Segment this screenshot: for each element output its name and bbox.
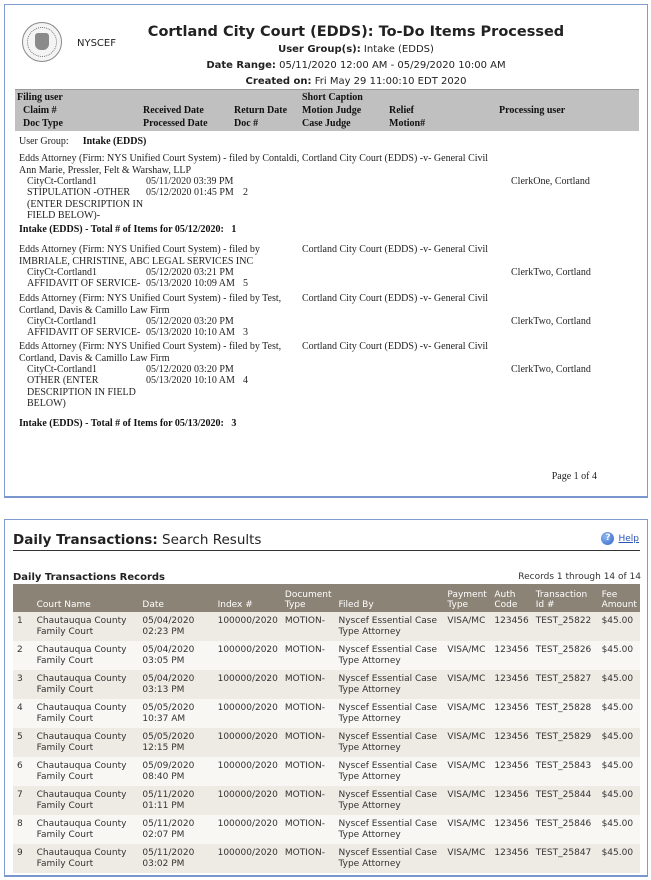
cell-date: 05/09/2020 08:40 PM [138,757,213,786]
transactions-table [13,584,640,873]
cell-payment-type: VISA/MC [443,670,490,699]
help-icon[interactable]: ? [601,532,614,545]
cell-payment-type: VISA/MC [443,728,490,757]
col-doc-type: Doc Type [23,118,63,129]
entry-processed: 05/13/2020 10:10 AM [146,375,235,386]
entry-received: 05/12/2020 03:20 PM [146,364,234,375]
cell-payment-type: VISA/MC [443,757,490,786]
help-link-group[interactable] [601,532,639,545]
cell-row-number: 6 [13,757,33,786]
cell-auth-code: 123456 [490,612,531,641]
cell-row-number: 5 [13,728,33,757]
cell-fee-amount: $45.00 [598,786,640,815]
entry-processing-user: ClerkTwo, Cortland [511,316,591,327]
table-row[interactable] [13,757,640,786]
cell-date: 05/11/2020 03:02 PM [138,844,213,873]
table-row[interactable] [13,786,640,815]
cell-payment-type: VISA/MC [443,815,490,844]
cell-filed-by: Nyscef Essential Case Type Attorney [335,844,444,873]
col-processed-date: Processed Date [143,118,208,129]
cell-fee-amount: $45.00 [598,699,640,728]
cell-row-number: 1 [13,612,33,641]
th-document-type[interactable]: Document Type [281,584,335,612]
cell-row-number: 2 [13,641,33,670]
entry-processing-user: ClerkTwo, Cortland [511,267,591,278]
help-link[interactable]: Help [618,533,639,544]
th-court-name[interactable]: Court Name [33,584,139,612]
cell-filed-by: Nyscef Essential Case Type Attorney [335,699,444,728]
cell-transaction-id: TEST_25847 [532,844,598,873]
table-row[interactable] [13,815,640,844]
entry-caption: Cortland City Court (EDDS) -v- General Civil [302,244,489,255]
cell-fee-amount: $45.00 [598,815,640,844]
cell-transaction-id: TEST_25826 [532,641,598,670]
cell-auth-code: 123456 [490,757,531,786]
cell-document-type: MOTION- [281,670,335,699]
cell-fee-amount: $45.00 [598,641,640,670]
th-transaction-id[interactable]: Transaction Id # [532,584,598,612]
th-row-number [13,584,33,612]
entry-caption: Cortland City Court (EDDS) -v- General Civil [302,153,489,164]
cell-index-number: 100000/2020 [214,786,281,815]
cell-fee-amount: $45.00 [598,670,640,699]
report-column-header [15,89,639,131]
cell-transaction-id: TEST_25843 [532,757,598,786]
col-return-date: Return Date [234,105,288,116]
table-row[interactable] [13,728,640,757]
user-group-row: User Group: Intake (EDDS) [19,136,147,147]
cell-index-number: 100000/2020 [214,728,281,757]
cell-auth-code: 123456 [490,786,531,815]
cell-auth-code: 123456 [490,728,531,757]
cell-document-type: MOTION- [281,757,335,786]
cell-court-name: Chautauqua County Family Court [33,612,139,641]
th-auth-code[interactable]: Auth Code [490,584,531,612]
cell-filed-by: Nyscef Essential Case Type Attorney [335,670,444,699]
entry-received: 05/12/2020 03:20 PM [146,316,234,327]
col-short-caption: Short Caption [302,92,363,103]
entry-filer: Edds Attorney (Firm: NYS Unified Court System) - filed by Test, Cortland, Davis & Camillo Law Firm [19,341,282,364]
th-date[interactable]: Date [138,584,213,612]
cell-date: 05/04/2020 03:13 PM [138,670,213,699]
col-case-judge: Case Judge [302,118,351,129]
cell-transaction-id: TEST_25844 [532,786,598,815]
entry-caption: Cortland City Court (EDDS) -v- General Civil [302,293,489,304]
col-motion-judge: Motion Judge [302,105,362,116]
entry-doc-type: STIPULATION -OTHER (ENTER DESCRIPTION IN FIELD BELOW)- [27,187,144,221]
cell-transaction-id: TEST_25827 [532,670,598,699]
col-claim: Claim # [23,105,57,116]
entry-claim: CityCt-Cortland1 [27,316,97,327]
cell-date: 05/04/2020 03:05 PM [138,641,213,670]
group-total: Intake (EDDS) - Total # of Items for 05/12/2020: 1 [19,224,237,235]
cell-document-type: MOTION- [281,844,335,873]
cell-court-name: Chautauqua County Family Court [33,844,139,873]
cell-fee-amount: $45.00 [598,728,640,757]
col-processing-user: Processing user [499,105,566,116]
cell-filed-by: Nyscef Essential Case Type Attorney [335,757,444,786]
user-groups-line: User Group(s): Intake (EDDS) [278,44,434,55]
cell-court-name: Chautauqua County Family Court [33,641,139,670]
col-doc-no: Doc # [234,118,259,129]
entry-claim: CityCt-Cortland1 [27,364,97,375]
cell-document-type: MOTION- [281,815,335,844]
cell-index-number: 100000/2020 [214,844,281,873]
entry-processed: 05/12/2020 01:45 PM [146,187,234,198]
cell-transaction-id: TEST_25829 [532,728,598,757]
entry-processed: 05/13/2020 10:10 AM [146,327,235,338]
cell-date: 05/05/2020 12:15 PM [138,728,213,757]
records-count: Records 1 through 14 of 14 [518,572,641,582]
cell-transaction-id: TEST_25846 [532,815,598,844]
group-total: Intake (EDDS) - Total # of Items for 05/13/2020: 3 [19,418,237,429]
entry-doc-no: 4 [243,375,248,386]
cell-court-name: Chautauqua County Family Court [33,728,139,757]
cell-auth-code: 123456 [490,670,531,699]
cell-fee-amount: $45.00 [598,844,640,873]
cell-filed-by: Nyscef Essential Case Type Attorney [335,612,444,641]
entry-filer: Edds Attorney (Firm: NYS Unified Court System) - filed by Contaldi, Ann Marie, Pressler, Felt & Warshaw, LLP [19,153,300,176]
cell-court-name: Chautauqua County Family Court [33,786,139,815]
cell-court-name: Chautauqua County Family Court [33,670,139,699]
cell-fee-amount: $45.00 [598,757,640,786]
cell-date: 05/11/2020 01:11 PM [138,786,213,815]
cell-document-type: MOTION- [281,786,335,815]
transactions-title: Daily Transactions: Search Results [13,532,262,548]
col-motion-no: Motion# [389,118,426,129]
cell-index-number: 100000/2020 [214,699,281,728]
cell-auth-code: 123456 [490,641,531,670]
entry-processing-user: ClerkOne, Cortland [511,176,590,187]
table-row[interactable] [13,670,640,699]
cell-index-number: 100000/2020 [214,612,281,641]
entry-caption: Cortland City Court (EDDS) -v- General Civil [302,341,489,352]
cell-court-name: Chautauqua County Family Court [33,757,139,786]
title-divider [13,550,640,551]
entry-processing-user: ClerkTwo, Cortland [511,364,591,375]
cell-transaction-id: TEST_25822 [532,612,598,641]
cell-row-number: 8 [13,815,33,844]
cell-row-number: 4 [13,699,33,728]
cell-date: 05/04/2020 02:23 PM [138,612,213,641]
cell-filed-by: Nyscef Essential Case Type Attorney [335,786,444,815]
th-index[interactable]: Index # [214,584,281,612]
table-row[interactable] [13,699,640,728]
cell-index-number: 100000/2020 [214,757,281,786]
cell-filed-by: Nyscef Essential Case Type Attorney [335,815,444,844]
cell-date: 05/05/2020 10:37 AM [138,699,213,728]
cell-payment-type: VISA/MC [443,641,490,670]
cell-row-number: 3 [13,670,33,699]
cell-document-type: MOTION- [281,699,335,728]
table-row[interactable] [13,844,640,873]
cell-filed-by: Nyscef Essential Case Type Attorney [335,641,444,670]
table-row[interactable] [13,612,640,641]
cell-filed-by: Nyscef Essential Case Type Attorney [335,728,444,757]
table-row[interactable] [13,641,640,670]
cell-row-number: 9 [13,844,33,873]
created-on-line: Created on: Fri May 29 11:00:10 EDT 2020 [245,76,467,87]
date-range-line: Date Range: 05/11/2020 12:00 AM - 05/29/2020 10:00 AM [206,60,506,71]
cell-payment-type: VISA/MC [443,844,490,873]
cell-court-name: Chautauqua County Family Court [33,815,139,844]
entry-doc-type: AFFIDAVIT OF SERVICE- [27,327,141,338]
cell-document-type: MOTION- [281,612,335,641]
cell-auth-code: 123456 [490,844,531,873]
cell-auth-code: 123456 [490,699,531,728]
report-panel [4,4,648,498]
entry-processed: 05/13/2020 10:09 AM [146,278,235,289]
entry-claim: CityCt-Cortland1 [27,176,97,187]
records-title: Daily Transactions Records [13,572,166,583]
cell-index-number: 100000/2020 [214,670,281,699]
th-filed-by[interactable]: Filed By [335,584,444,612]
col-filing-user: Filing user [17,92,63,103]
cell-row-number: 7 [13,786,33,815]
table-header-row [13,584,640,612]
entry-doc-type: OTHER (ENTER DESCRIPTION IN FIELD BELOW) [27,375,136,409]
entry-filer: Edds Attorney (Firm: NYS Unified Court System) - filed by Test, Cortland, Davis & Camillo Law Firm [19,293,282,316]
cell-payment-type: VISA/MC [443,612,490,641]
page-indicator: Page 1 of 4 [551,471,597,482]
entry-received: 05/12/2020 03:21 PM [146,267,234,278]
entry-doc-no: 3 [243,327,248,338]
cell-payment-type: VISA/MC [443,786,490,815]
cell-index-number: 100000/2020 [214,641,281,670]
cell-document-type: MOTION- [281,728,335,757]
cell-court-name: Chautauqua County Family Court [33,699,139,728]
cell-auth-code: 123456 [490,815,531,844]
cell-fee-amount: $45.00 [598,612,640,641]
entry-claim: CityCt-Cortland1 [27,267,97,278]
cell-payment-type: VISA/MC [443,699,490,728]
report-title: Cortland City Court (EDDS): To-Do Items Processed [147,24,565,40]
report-header [5,5,647,89]
cell-index-number: 100000/2020 [214,815,281,844]
entry-received: 05/11/2020 03:39 PM [146,176,234,187]
transactions-panel [4,519,648,877]
th-fee-amount[interactable]: Fee Amount [598,584,640,612]
cell-date: 05/11/2020 02:07 PM [138,815,213,844]
transactions-table-body [13,612,640,873]
col-relief: Relief [389,105,414,116]
col-received-date: Received Date [143,105,204,116]
entry-doc-type: AFFIDAVIT OF SERVICE- [27,278,141,289]
entry-filer: Edds Attorney (Firm: NYS Unified Court System) - filed by IMBRIALE, CHRISTINE, ABC LEGAL SERVICES INC [19,244,260,267]
logo-label: NYSCEF [77,38,116,49]
entry-doc-no: 2 [243,187,248,198]
cell-transaction-id: TEST_25828 [532,699,598,728]
th-payment-type[interactable]: Payment Type [443,584,490,612]
entry-doc-no: 5 [243,278,248,289]
cell-document-type: MOTION- [281,641,335,670]
